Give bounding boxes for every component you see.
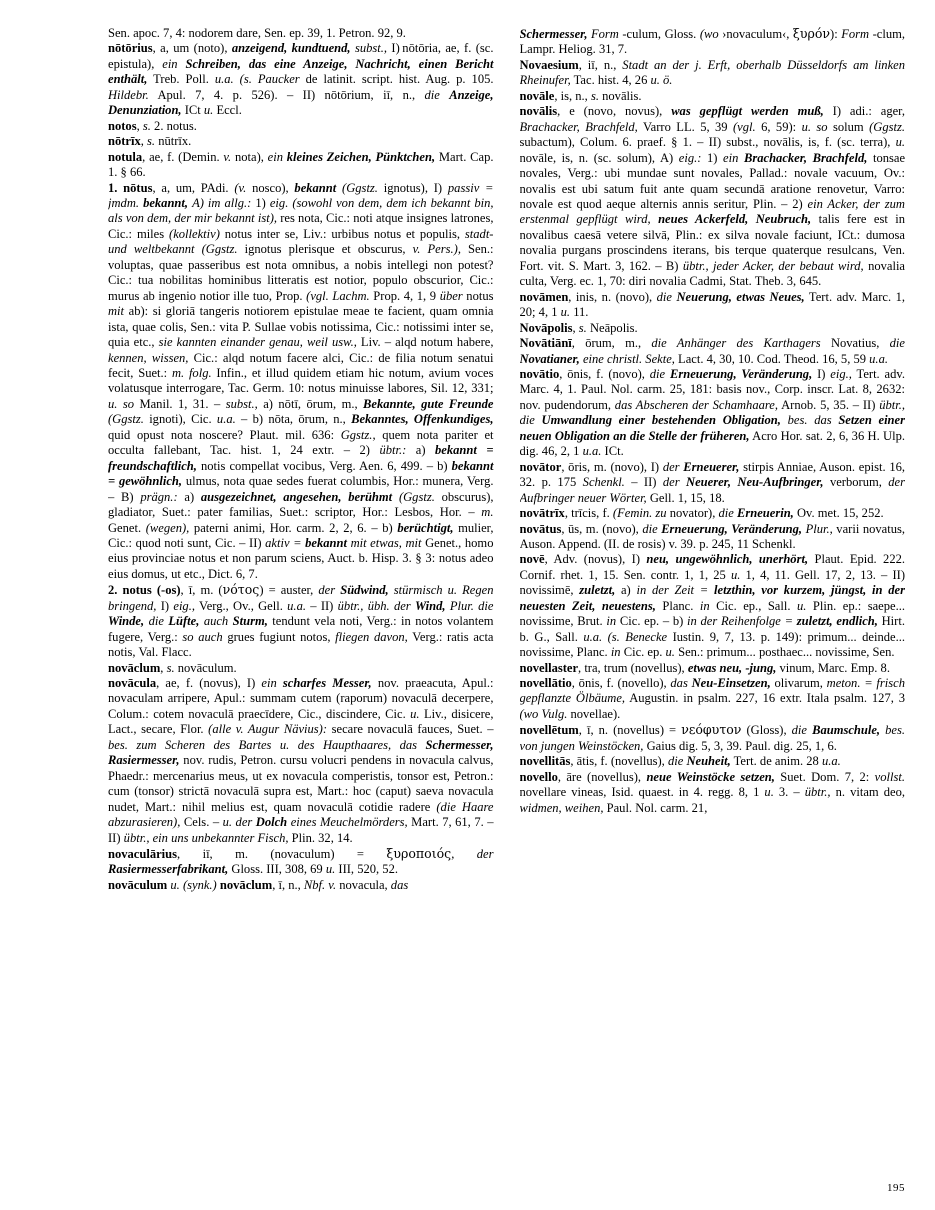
page-number: 195 [887,1182,905,1194]
right-column [520,26,906,816]
dictionary-entry: novālis, e (novo, novus), was gepflügt werden muß, I) adi.: ager, Brachacker, Brachfeld, Varro LL. 5, 39 (vgl. 6, 59): u. so solum (Ggstz. subactum), Colum. 6. praef. § 1. – II) subst., novālis, is, f. (sc. terra), u. novāle, is, n. (sc. solum), A) eig.: 1) ein Brachacker, Brachfeld, tonsae novales, Verg.: ubi mundae sunt novales, Pallad.: novale vacuum, Ov.: novalis est ubi satum fuit ante quam secundā aratione renovetur, Varro: novale est quod aeque alternis annis seritur, Plin. – 2) ein Acker, der zum erstenmal gepflügt wird, neues Ackerfeld, Neubruch, talis fere est in novalibus caesā vetere silvā, Plin.: ex silva novale faciunt, ICt.: dumosa novalia purgans proscindens iterans, bis terque quaterque resulcans, Ven. Fort. vit. S. Mart. 3, 162. – B) übtr., jeder Acker, der bebaut wird, novalia culta, Verg. ec. 1, 70: diri novalia Cadmi, Stat. Theb. 3, 645. [519,104,905,289]
page-columns [30,26,905,1156]
dictionary-entry: novellētum, ī, n. (novellus) = νεόφυτον (Gloss), die Baumschule, bes. von jungen Weinstöcken, Gaius dig. 5, 3, 39. Paul. dig. 25, 1, 6. [519,722,905,753]
dictionary-entry: novāclum, s. novāculum. [108,660,237,675]
dictionary-entry: novācula, ae, f. (novus), I) ein scharfes Messer, nov. praeacuta, Apul.: novaculam arripere, Apul.: summam cutem (raporum) novaculā decerpere, Colum.: cotem novaculā praecīdere, Cic., discindere, Cic. u. Liv., disicere, Lact., secare, Flor. (alle v. Augur Nävius): secare novaculā fauces, Suet. – bes. zum Scheren des Bartes u. des Haupthaares, das Schermesser, Rasiermesser, nov. rudis, Petron. cursu volucri pendens in novacula calvus, Phaedr.: mercenarius meus, ut ex novacula comperistis, tonsor est, Petron.: cum (tonsor) strictā novaculā supra est, Mart.: hoc (caput) saeva novacula nudet, Mart.: nihil melius est, quam novaculā cotidie radere (die Haare abzurasieren), Cels. – u. der Dolch eines Meuchelmörders, Mart. 7, 61, 7. – II) übtr., ein uns unbekannter Fisch, Plin. 32, 14. [108,676,494,845]
left-column [108,26,494,893]
dictionary-entry: novāmen, inis, n. (novo), die Neuerung, etwas Neues, Tert. adv. Marc. 1, 20; 4, 1 u. 11. [519,289,905,320]
dictionary-entry: novellātio, ōnis, f. (novello), das Neu-Einsetzen, olivarum, meton. = frisch gepflanzte Ölbäume, Augustin. in psalm. 227, 16 extr. Itala psalm. 127, 3 (wo Vulg. novellae). [519,676,905,721]
dictionary-entry: 2. notus (-os), ī, m. (νότος) = auster, der Südwind, stürmisch u. Regen bringend, I) eig., Verg., Ov., Gell. u.a. – II) übtr., übh. der Wind, Plur. die Winde, die Lüfte, auch Sturm, tendunt vela noti, Verg.: in notos volantem fugere, Verg.: so auch grues fugiunt notos, fliegen davon, Verg.: ratis acta notis, Val. Flacc. [108,582,494,660]
dictionary-entry: Sen. apoc. 7, 4: nodorem dare, Sen. ep. 39, 1. Petron. 92, 9. [108,26,406,40]
dictionary-entry: 1. nōtus, a, um, PAdi. (v. nosco), bekannt (Ggstz. ignotus), I) passiv = jmdm. bekannt, A) im allg.: 1) eig. (sowohl von dem, dem ich bekannt bin, als von dem, der mir bekannt ist), res nota, Cic.: noti atque insignes latrones, Cic.: miles (kollektiv) notus inter se, Liv.: urbibus notus et populis, stadt- und weltbekannt (Ggstz. ignotus plerisque et obscurus, v. Pers.), Sen.: voluptas, quae passeribus est nota omnibus, a nobis intellegi non potest? Cic.: tua nobilitas hominibus litteratis est notior, populo obscurior, Cic.: murus ab ingenio notior ille tuo, Prop. (vgl. Lachm. Prop. 4, 1, 9 über notus mit ab): si gloriā tangeris notiorem epistulae meae te facient, quam omnia ista, quae colis, Sen.: vita P. Sullae vobis notissima, Cic.: notissimi inter se, quia etc., sie kannten einander genau, weil usw., Liv. – alqd notum habere, kennen, wissen, Cic.: alqd notum facere alci, Cic.: de filia notum senatui fecit, Suet.: m. folg. Infin., et illud quidem etiam hic notum, avium voces volatusque interrogare, Tac. Germ. 10: notus minuisse labores, Sil. 12, 331; u. so Manil. 1, 31. – subst., a) nōtī, ōrum, m., Bekannte, gute Freunde (Ggstz. ignoti), Cic. u.a. – b) nōta, ōrum, n., Bekanntes, Offenkundiges, quid opust nota noscere? Plaut. mil. 636: Ggstz., quem nota pariter et occulta fallebant, Tac. hist. 1, 24 extr. – 2) übtr.: a) bekannt = freundschaftlich, notis compellat vocibus, Verg. Aen. 6, 499. – b) bekannt = gewöhnlich, ulmus, nota quae sedes fuerat columbis, Hor.: munera, Verg. – B) prägn.: a) ausgezeichnet, angesehen, berühmt (Ggstz. obscurus), gladiator, Suet.: pater familias, Suet.: scriptor, Hor.: Lesbos, Hor. – m. Genet. (wegen), paterni animi, Hor. carm. 2, 2, 6. – b) berüchtigt, mulier, Cic.: quod noti sunt, Cic. – II) aktiv = bekannt mit etwas, mit Genet., homo eius provinciae notus et non parum sciens, Auct. b. Hisp. 3. § 3: notus adeo eius domus, ut etc., Dict. 6, 7. [108,180,494,581]
dictionary-entry: novātus, ūs, m. (novo), die Erneuerung, Veränderung, Plur., varii novatus, Auson. Append. (II. de rosis) v. 39. p. 245, 11 Schenkl. [519,521,905,551]
dictionary-entry: novātrīx, trīcis, f. (Femin. zu novator), die Erneuerin, Ov. met. 15, 252. [519,506,884,521]
dictionary-entry: notula, ae, f. (Demin. v. nota), ein kleines Zeichen, Pünktchen, Mart. Cap. 1. § 66. [108,149,494,180]
dictionary-entry: novello, āre (novellus), neue Weinstöcke setzen, Suet. Dom. 7, 2: vollst. novellare vineas, Isid. quaest. in 4. regg. 8, 1 u. 3. – übtr., n. vitam deo, widmen, weihen, Paul. Nol. carm. 21, [519,769,905,815]
dictionary-entry: novaculārius, iī, m. (novaculum) = ξυροποιός, der Rasiermesserfabrikant, Gloss. III, 308, 69 u. III, 520, 52. [108,846,494,877]
dictionary-entry: Novaesium, iī, n., Stadt an der j. Erft, oberhalb Düsseldorfs am linken Rheinufer, Tac. hist. 4, 26 u. ö. [519,57,905,88]
dictionary-entry: Novātiānī, ōrum, m., die Anhänger des Karthagers Novatius, die Novatianer, eine christl. Sekte, Lact. 4, 30, 10. Cod. Theod. 16, 5, 59 u.a. [519,336,905,366]
dictionary-entry: Schermesser, Form -culum, Gloss. (wo ›novaculum‹, ξυρόν): Form -clum, Lampr. Heliog. 31, 7. [519,26,905,57]
dictionary-entry: notos, s. 2. notus. [108,118,197,133]
dictionary-entry: novāculum u. (synk.) novāclum, ī, n., Nbf. v. novacula, das [108,877,409,892]
dictionary-entry: novātio, ōnis, f. (novo), die Erneuerung, Veränderung, I) eig., Tert. adv. Marc. 4, 1. Paul. Nol. carm. 25, 181: basis nov., Corp. inscr. Lat. 8, 2632: nov. pudendorum, das Abscheren der Schamhaare, Arnob. 5, 35. – II) übtr., die Umwandlung einer bestehenden Obligation, bes. das Setzen einer neuen Obligation an die Stelle der früheren, Acro Hor. sat. 2, 6, 36 H. Ulp. dig. 46, 2, 1 u.a. ICt. [519,366,905,459]
dictionary-entry: novāle, is, n., s. novālis. [519,88,642,103]
dictionary-entry: nōtrīx, s. nūtrīx. [108,134,192,149]
dictionary-entry: novellitās, ātis, f. (novellus), die Neuheit, Tert. de anim. 28 u.a. [519,754,841,769]
dictionary-entry: nōtōrius, a, um (noto), anzeigend, kundtuend, subst., I) nōtōria, ae, f. (sc. epistula), ein Schreiben, das eine Anzeige, Nachricht, einen Bericht enthält, Treb. Poll. u.a. (s. Paucker de latinit. script. hist. Aug. p. 105. Hildebr. Apul. 7, 4. p. 526). – II) nōtōrium, iī, n., die Anzeige, Denunziation, ICt u. Eccl. [108,41,494,118]
dictionary-entry: Novāpolis, s. Neāpolis. [519,320,638,335]
dictionary-entry: novellaster, tra, trum (novellus), etwas neu, -jung, vinum, Marc. Emp. 8. [519,660,890,675]
dictionary-entry: novātor, ōris, m. (novo), I) der Erneuerer, stirpis Anniae, Auson. epist. 16, 32. p. 175 Schenkl. – II) der Neuerer, Neu-Aufbringer, verborum, der Aufbringer neuer Wörter, Gell. 1, 15, 18. [519,459,905,505]
dictionary-entry: novē, Adv. (novus), I) neu, ungewöhnlich, unerhört, Plaut. Epid. 222. Cornif. rhet. 1, 15. Sen. contr. 1, 1, 25 u. 1, 4, 11. Gell. 17, 2, 13. – II) novissimē, zuletzt, a) in der Zeit = letzthin, vor kurzem, jüngst, in der neuesten Zeit, neuestens, Planc. in Cic. ep., Sall. u. Plin. ep.: saepe... novissime, Brut. in Cic. ep. – b) in der Reihenfolge = zuletzt, endlich, Hirt. b. G., Sall. u.a. (s. Benecke Iustin. 9, 7, 13. p. 149): primum... deinde... novissime, Planc. in Cic. ep. u. Sen.: primum... posthaec... novissime, Sen. [519,552,905,660]
